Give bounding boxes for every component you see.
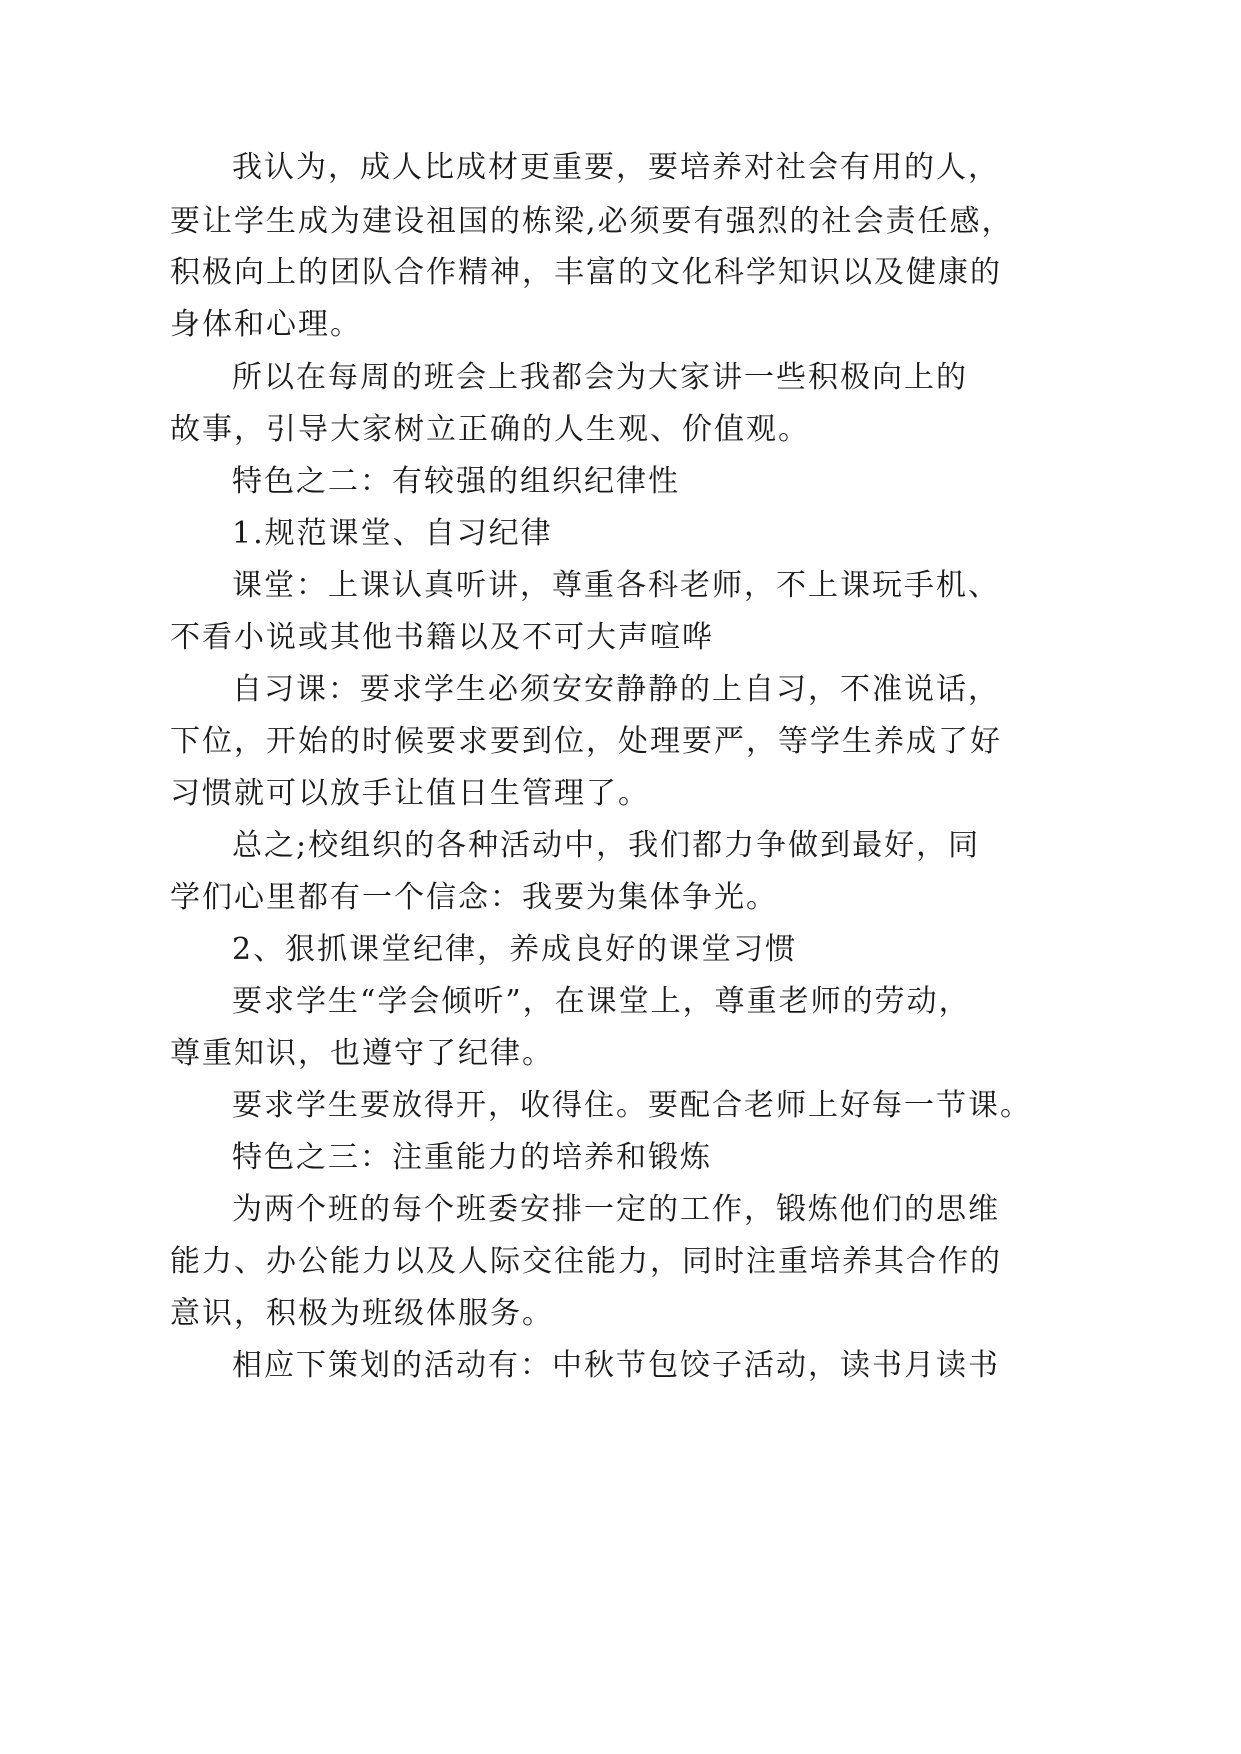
subsection-heading: 1.规范课堂、自习纪律 <box>232 516 553 551</box>
text-line: 要求学生要放得开，收得住。要配合老师上好每一节课。 <box>232 1088 1032 1123</box>
text-line: 意识，积极为班级体服务。 <box>170 1296 554 1331</box>
text-line: 所以在每周的班会上我都会为大家讲一些积极向上的 <box>232 360 968 395</box>
text-line: 相应下策划的活动有：中秋节包饺子活动，读书月读书 <box>232 1348 1000 1383</box>
text-line: 身体和心理。 <box>170 307 362 342</box>
text-line: 为两个班的每个班委安排一定的工作，锻炼他们的思维 <box>232 1192 1000 1227</box>
section-heading: 特色之三：注重能力的培养和锻炼 <box>232 1140 712 1175</box>
text-line: 总之;校组织的各种活动中，我们都力争做到最好，同 <box>232 828 981 863</box>
text-line: 要让学生成为建设祖国的栋梁,必须要有强烈的社会责任感， <box>170 204 1014 239</box>
text-line: 自习课：要求学生必须安安静静的上自习，不准说话， <box>232 672 1000 707</box>
text-line: 故事，引导大家树立正确的人生观、价值观。 <box>170 412 810 447</box>
section-heading: 特色之二：有较强的组织纪律性 <box>232 464 680 499</box>
text-line: 要求学生“学会倾听”，在课堂上，尊重老师的劳动， <box>232 984 971 1019</box>
text-line: 积极向上的团队合作精神，丰富的文化科学知识以及健康的 <box>170 255 1002 290</box>
text-line: 我认为，成人比成材更重要，要培养对社会有用的人， <box>232 150 1000 185</box>
text-line: 不看小说或其他书籍以及不可大声喧哗 <box>170 620 714 655</box>
subsection-heading: 2、狠抓课堂纪律，养成良好的课堂习惯 <box>232 932 798 967</box>
text-line: 能力、办公能力以及人际交往能力，同时注重培养其合作的 <box>170 1244 1002 1279</box>
text-line: 习惯就可以放手让值日生管理了。 <box>170 776 650 811</box>
text-line: 下位，开始的时候要求要到位，处理要严，等学生养成了好 <box>170 724 1002 759</box>
text-line: 课堂：上课认真听讲，尊重各科老师，不上课玩手机、 <box>232 568 1000 603</box>
text-line: 学们心里都有一个信念：我要为集体争光。 <box>170 880 778 915</box>
text-line: 尊重知识，也遵守了纪律。 <box>170 1036 554 1071</box>
